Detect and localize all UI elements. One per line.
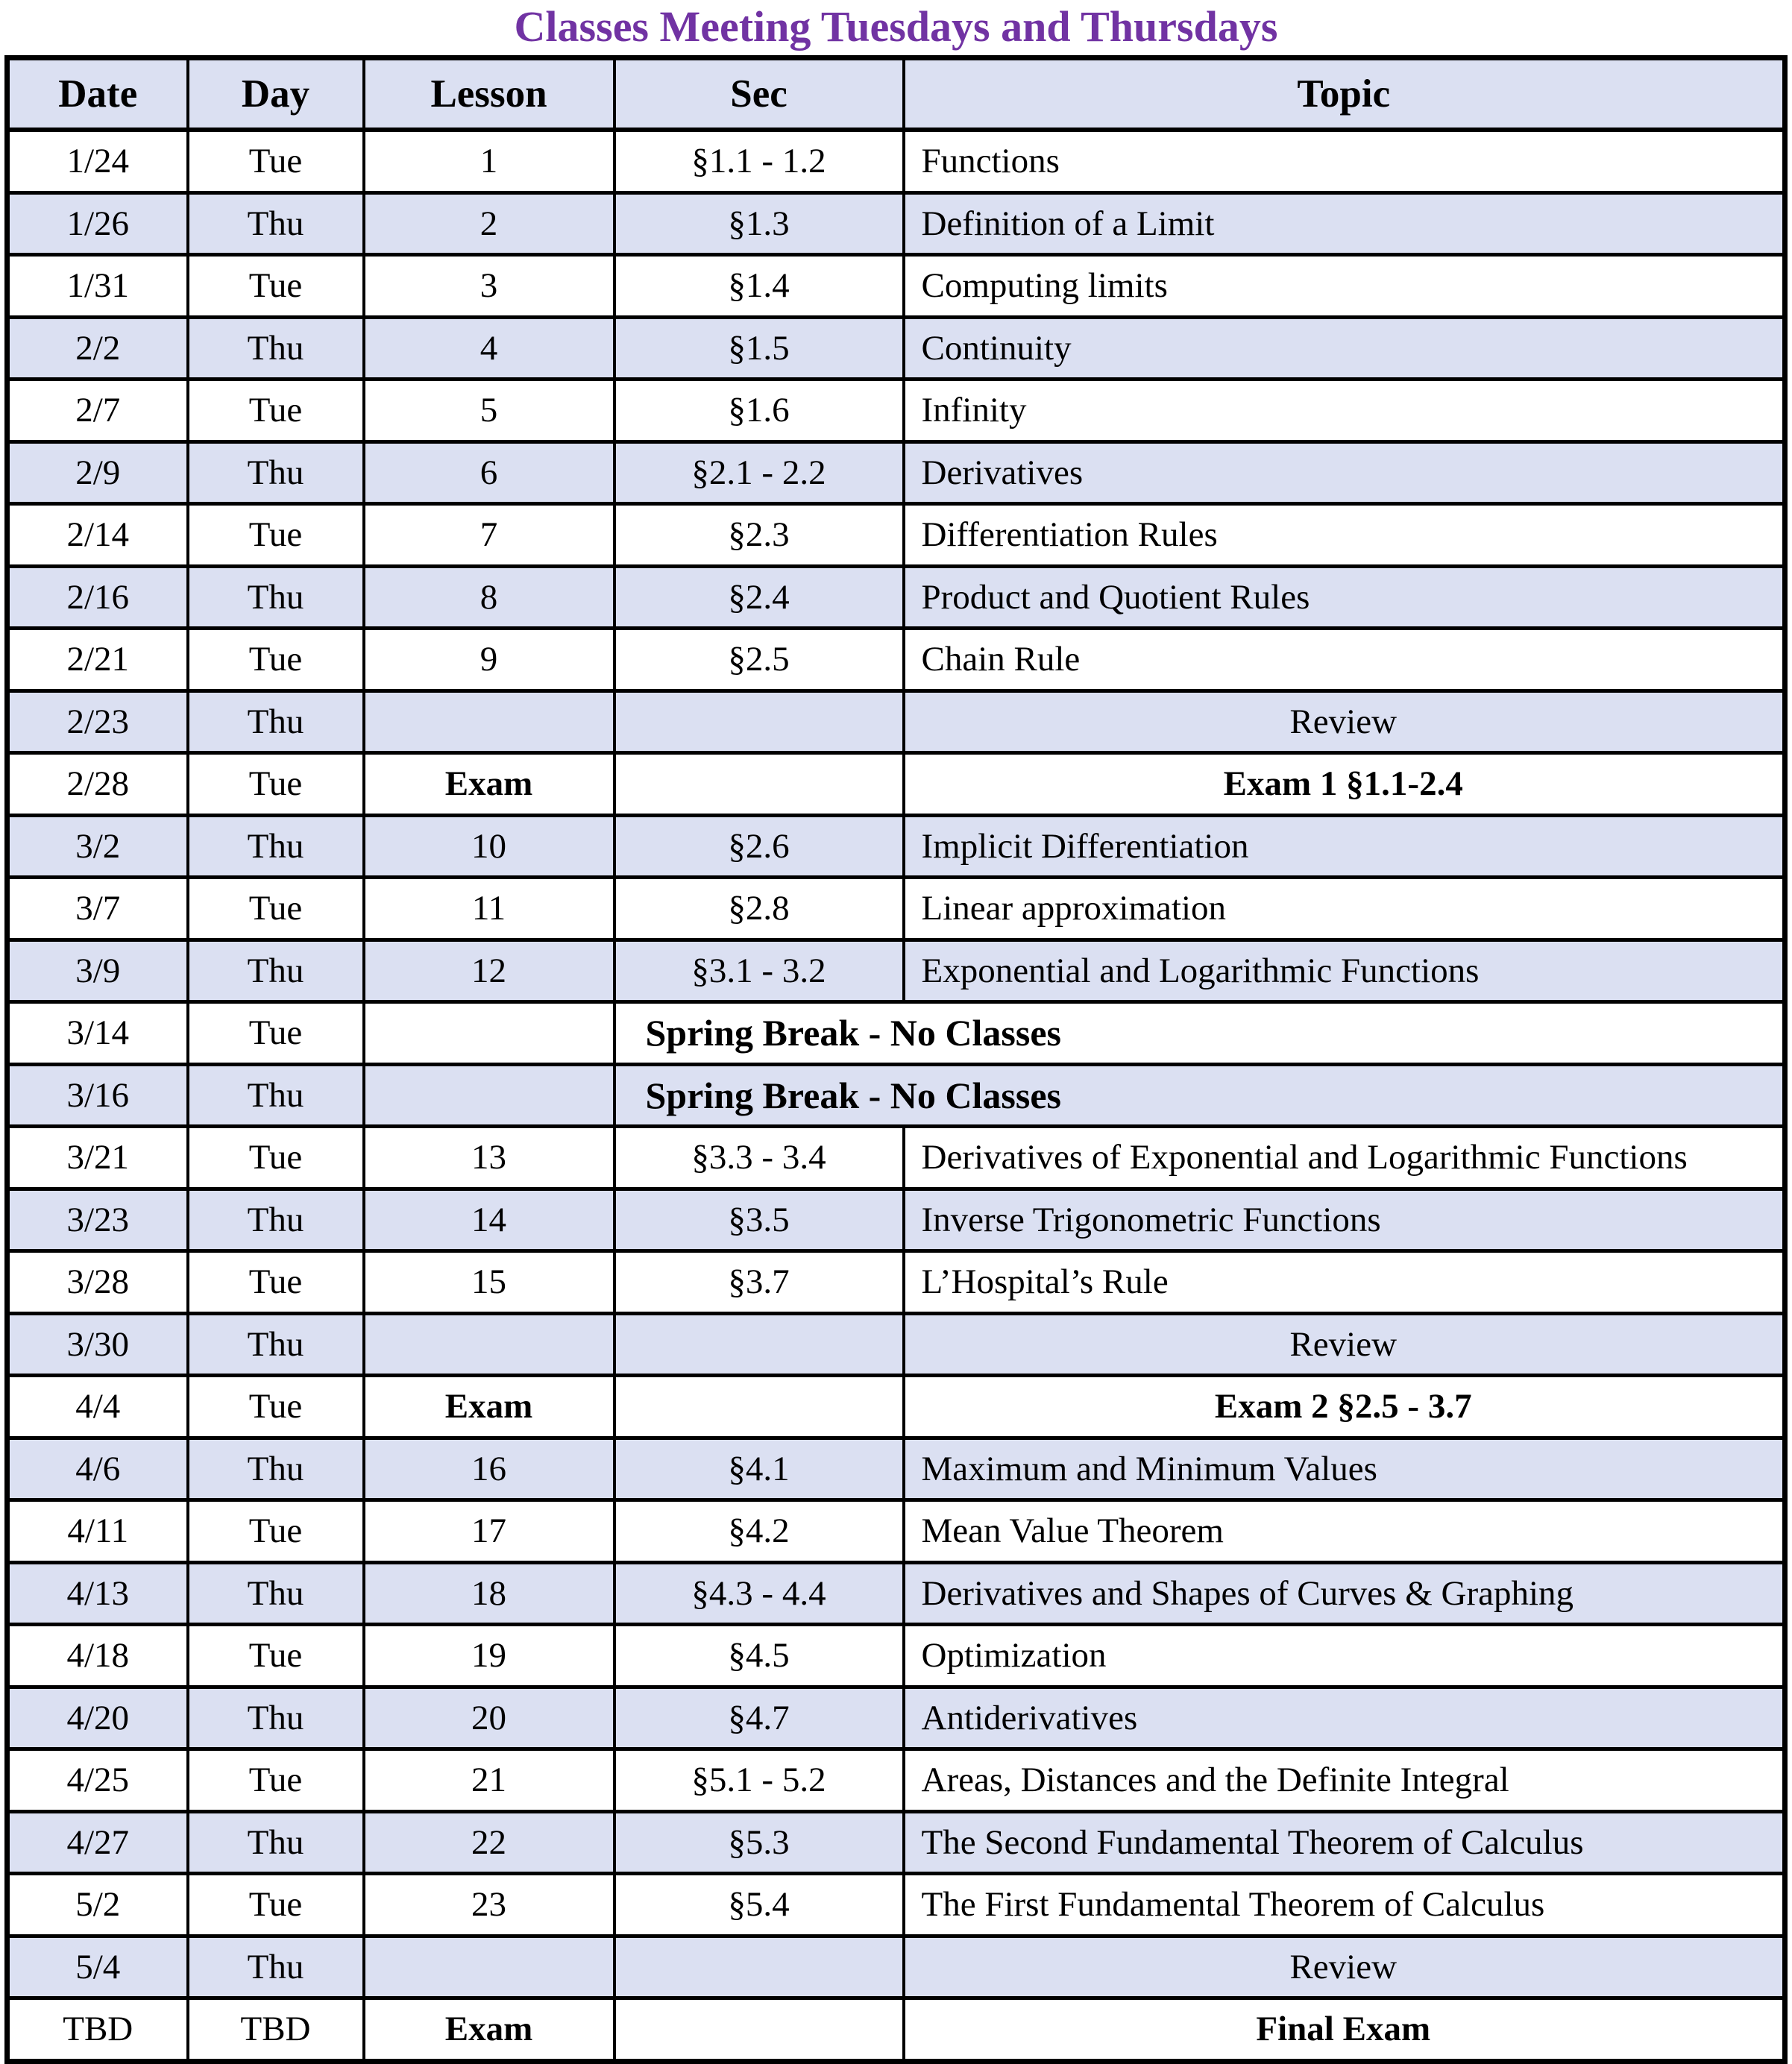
day-cell: Thu <box>188 1438 364 1500</box>
table-row <box>7 878 1785 940</box>
lesson-cell: 10 <box>364 815 614 878</box>
sec-cell: §4.7 <box>614 1687 904 1749</box>
table-row <box>7 1687 1785 1749</box>
topic-cell: L’Hospital’s Rule <box>904 1251 1785 1314</box>
topic-cell: Derivatives <box>904 441 1785 504</box>
topic-cell: Implicit Differentiation <box>904 815 1785 878</box>
sec-cell: §1.3 <box>614 192 904 255</box>
sec-cell <box>614 1376 904 1438</box>
table-row <box>7 130 1785 192</box>
table-row <box>7 753 1785 816</box>
header-topic: Topic <box>904 58 1785 130</box>
lesson-cell: 14 <box>364 1189 614 1251</box>
date-cell: 3/2 <box>7 815 188 878</box>
table-row <box>7 690 1785 753</box>
lesson-cell <box>364 1936 614 1998</box>
date-cell: 3/14 <box>7 1002 188 1065</box>
day-cell: Thu <box>188 1064 364 1127</box>
lesson-cell: 8 <box>364 566 614 629</box>
date-cell: 4/13 <box>7 1562 188 1625</box>
topic-cell: Review <box>904 1313 1785 1376</box>
date-cell: 2/21 <box>7 629 188 691</box>
lesson-cell: 15 <box>364 1251 614 1314</box>
topic-cell: Functions <box>904 130 1785 192</box>
topic-cell: Computing limits <box>904 255 1785 318</box>
day-cell: Tue <box>188 1127 364 1189</box>
lesson-cell: Exam <box>364 1998 614 2062</box>
lesson-cell: 23 <box>364 1874 614 1936</box>
lesson-cell <box>364 1064 614 1127</box>
date-cell: 1/24 <box>7 130 188 192</box>
topic-cell: Infinity <box>904 380 1785 442</box>
table-row <box>7 1251 1785 1314</box>
table-row <box>7 566 1785 629</box>
topic-cell: Inverse Trigonometric Functions <box>904 1189 1785 1251</box>
day-cell: Tue <box>188 1500 364 1563</box>
table-row <box>7 380 1785 442</box>
lesson-cell: Exam <box>364 753 614 816</box>
day-cell: Tue <box>188 753 364 816</box>
lesson-cell: 19 <box>364 1625 614 1687</box>
table-row <box>7 1936 1785 1998</box>
lesson-cell: 22 <box>364 1811 614 1874</box>
date-cell: 2/23 <box>7 690 188 753</box>
lesson-cell: 16 <box>364 1438 614 1500</box>
lesson-cell: 4 <box>364 317 614 380</box>
topic-cell: Mean Value Theorem <box>904 1500 1785 1563</box>
date-cell: TBD <box>7 1998 188 2062</box>
sec-cell: §2.5 <box>614 629 904 691</box>
day-cell: Tue <box>188 1625 364 1687</box>
day-cell: Tue <box>188 380 364 442</box>
table-row <box>7 1189 1785 1251</box>
date-cell: 2/9 <box>7 441 188 504</box>
topic-cell: Optimization <box>904 1625 1785 1687</box>
lesson-cell: 12 <box>364 940 614 1002</box>
date-cell: 4/18 <box>7 1625 188 1687</box>
sec-cell: §4.5 <box>614 1625 904 1687</box>
sec-cell <box>614 1998 904 2062</box>
lesson-cell: 11 <box>364 878 614 940</box>
date-cell: 4/25 <box>7 1749 188 1812</box>
date-cell: 2/16 <box>7 566 188 629</box>
topic-cell: Maximum and Minimum Values <box>904 1438 1785 1500</box>
sec-cell: §5.4 <box>614 1874 904 1936</box>
sec-cell: §3.3 - 3.4 <box>614 1127 904 1189</box>
header-date: Date <box>7 58 188 130</box>
day-cell: Thu <box>188 1936 364 1998</box>
lesson-cell <box>364 690 614 753</box>
day-cell: Tue <box>188 878 364 940</box>
sec-cell: §1.1 - 1.2 <box>614 130 904 192</box>
table-row <box>7 1127 1785 1189</box>
topic-cell: The First Fundamental Theorem of Calculus <box>904 1874 1785 1936</box>
sec-cell: §2.4 <box>614 566 904 629</box>
day-cell: Thu <box>188 441 364 504</box>
sec-cell: §3.1 - 3.2 <box>614 940 904 1002</box>
day-cell: Tue <box>188 1251 364 1314</box>
sec-cell: §3.5 <box>614 1189 904 1251</box>
day-cell: TBD <box>188 1998 364 2062</box>
table-row <box>7 629 1785 691</box>
header-day: Day <box>188 58 364 130</box>
day-cell: Thu <box>188 1687 364 1749</box>
day-cell: Thu <box>188 566 364 629</box>
table-row <box>7 1500 1785 1563</box>
sec-cell <box>614 1936 904 1998</box>
day-cell: Thu <box>188 940 364 1002</box>
table-row <box>7 441 1785 504</box>
topic-cell: The Second Fundamental Theorem of Calculus <box>904 1811 1785 1874</box>
topic-cell: Spring Break - No Classes <box>614 1064 1785 1127</box>
table-row <box>7 815 1785 878</box>
table-row <box>7 1438 1785 1500</box>
date-cell: 5/4 <box>7 1936 188 1998</box>
day-cell: Thu <box>188 690 364 753</box>
topic-cell: Differentiation Rules <box>904 504 1785 567</box>
topic-cell: Derivatives of Exponential and Logarithmic Functions <box>904 1127 1785 1189</box>
date-cell: 3/28 <box>7 1251 188 1314</box>
day-cell: Tue <box>188 1002 364 1065</box>
day-cell: Tue <box>188 255 364 318</box>
date-cell: 3/23 <box>7 1189 188 1251</box>
lesson-cell: 13 <box>364 1127 614 1189</box>
topic-cell: Definition of a Limit <box>904 192 1785 255</box>
lesson-cell: 18 <box>364 1562 614 1625</box>
date-cell: 4/20 <box>7 1687 188 1749</box>
sec-cell: §4.3 - 4.4 <box>614 1562 904 1625</box>
date-cell: 3/16 <box>7 1064 188 1127</box>
table-row <box>7 940 1785 1002</box>
header-sec: Sec <box>614 58 904 130</box>
day-cell: Tue <box>188 1376 364 1438</box>
date-cell: 3/21 <box>7 1127 188 1189</box>
sec-cell: §2.6 <box>614 815 904 878</box>
date-cell: 2/2 <box>7 317 188 380</box>
day-cell: Thu <box>188 1313 364 1376</box>
date-cell: 3/9 <box>7 940 188 1002</box>
date-cell: 3/30 <box>7 1313 188 1376</box>
sec-cell: §3.7 <box>614 1251 904 1314</box>
table-row <box>7 504 1785 567</box>
table-row <box>7 1376 1785 1438</box>
date-cell: 1/26 <box>7 192 188 255</box>
topic-cell: Exponential and Logarithmic Functions <box>904 940 1785 1002</box>
day-cell: Tue <box>188 130 364 192</box>
lesson-cell: 5 <box>364 380 614 442</box>
topic-cell: Chain Rule <box>904 629 1785 691</box>
lesson-cell: 17 <box>364 1500 614 1563</box>
table-row <box>7 255 1785 318</box>
header-row <box>7 58 1785 130</box>
date-cell: 4/6 <box>7 1438 188 1500</box>
topic-cell: Antiderivatives <box>904 1687 1785 1749</box>
page-title: Classes Meeting Tuesdays and Thursdays <box>514 2 1278 51</box>
sec-cell: §2.1 - 2.2 <box>614 441 904 504</box>
topic-cell: Linear approximation <box>904 878 1785 940</box>
table-row <box>7 1749 1785 1812</box>
table-row <box>7 1874 1785 1936</box>
sec-cell: §4.2 <box>614 1500 904 1563</box>
table-row <box>7 1064 1785 1127</box>
day-cell: Tue <box>188 1749 364 1812</box>
date-cell: 4/11 <box>7 1500 188 1563</box>
lesson-cell: 20 <box>364 1687 614 1749</box>
date-cell: 4/27 <box>7 1811 188 1874</box>
table-row <box>7 1562 1785 1625</box>
date-cell: 2/28 <box>7 753 188 816</box>
lesson-cell: 1 <box>364 130 614 192</box>
sec-cell <box>614 1313 904 1376</box>
table-row <box>7 1625 1785 1687</box>
sec-cell: §2.3 <box>614 504 904 567</box>
lesson-cell <box>364 1002 614 1065</box>
sec-cell <box>614 753 904 816</box>
day-cell: Thu <box>188 1811 364 1874</box>
lesson-cell: 21 <box>364 1749 614 1812</box>
sec-cell: §1.6 <box>614 380 904 442</box>
topic-cell: Continuity <box>904 317 1785 380</box>
lesson-cell <box>364 1313 614 1376</box>
topic-cell: Final Exam <box>904 1998 1785 2062</box>
lesson-cell: Exam <box>364 1376 614 1438</box>
sec-cell: §2.8 <box>614 878 904 940</box>
sec-cell <box>614 690 904 753</box>
sec-cell: §1.4 <box>614 255 904 318</box>
date-cell: 2/14 <box>7 504 188 567</box>
day-cell: Thu <box>188 815 364 878</box>
day-cell: Tue <box>188 504 364 567</box>
table-row <box>7 317 1785 380</box>
date-cell: 4/4 <box>7 1376 188 1438</box>
lesson-cell: 7 <box>364 504 614 567</box>
topic-cell: Spring Break - No Classes <box>614 1002 1785 1065</box>
topic-cell: Review <box>904 1936 1785 1998</box>
table-row <box>7 1811 1785 1874</box>
topic-cell: Areas, Distances and the Definite Integral <box>904 1749 1785 1812</box>
day-cell: Thu <box>188 192 364 255</box>
day-cell: Tue <box>188 629 364 691</box>
topic-cell: Derivatives and Shapes of Curves & Graphing <box>904 1562 1785 1625</box>
topic-cell: Product and Quotient Rules <box>904 566 1785 629</box>
day-cell: Thu <box>188 1562 364 1625</box>
date-cell: 2/7 <box>7 380 188 442</box>
day-cell: Tue <box>188 1874 364 1936</box>
date-cell: 1/31 <box>7 255 188 318</box>
table-row <box>7 1998 1785 2062</box>
lesson-cell: 9 <box>364 629 614 691</box>
lesson-cell: 3 <box>364 255 614 318</box>
lesson-cell: 6 <box>364 441 614 504</box>
table-row <box>7 1002 1785 1065</box>
lesson-cell: 2 <box>364 192 614 255</box>
day-cell: Thu <box>188 1189 364 1251</box>
day-cell: Thu <box>188 317 364 380</box>
sec-cell: §5.1 - 5.2 <box>614 1749 904 1812</box>
sec-cell: §4.1 <box>614 1438 904 1500</box>
sec-cell: §1.5 <box>614 317 904 380</box>
schedule-table <box>4 55 1788 2064</box>
topic-cell: Review <box>904 690 1785 753</box>
table-row <box>7 192 1785 255</box>
sec-cell: §5.3 <box>614 1811 904 1874</box>
table-row <box>7 1313 1785 1376</box>
header-lesson: Lesson <box>364 58 614 130</box>
topic-cell: Exam 1 §1.1-2.4 <box>904 753 1785 816</box>
date-cell: 3/7 <box>7 878 188 940</box>
topic-cell: Exam 2 §2.5 - 3.7 <box>904 1376 1785 1438</box>
date-cell: 5/2 <box>7 1874 188 1936</box>
schedule-table-body <box>7 130 1785 2061</box>
table-header <box>7 58 1785 130</box>
